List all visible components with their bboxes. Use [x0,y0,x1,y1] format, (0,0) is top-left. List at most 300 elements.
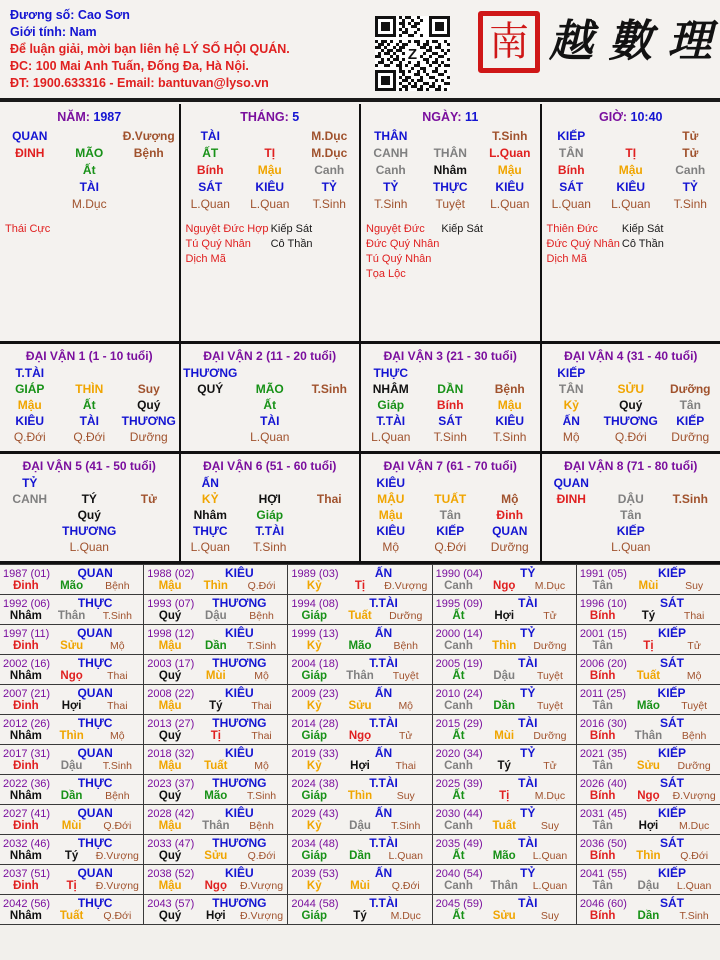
hidden-cell: Ất [82,398,96,412]
year-god-label: TỶ [520,626,536,640]
year-cell[interactable] [287,835,431,864]
year-branch: Thân [202,820,230,832]
gods-cell: TỶ [321,180,337,194]
year-god-label: THỰC [77,896,113,910]
year-label: 2028 (42) [147,808,195,820]
year-god-label: THỰC [77,776,113,790]
year-cell-body [580,760,717,772]
year-cell-header [436,626,573,640]
year-god-label: ẤN [374,566,393,580]
year-cell-header [147,866,284,880]
table-row [0,865,720,895]
year-cell[interactable] [576,595,720,624]
year-label: 2038 (52) [147,868,195,880]
year-cell[interactable] [287,865,431,894]
note-column [271,222,313,267]
year-cell[interactable] [576,775,720,804]
year-label: 2003 (17) [147,658,195,670]
year-stem: Ất [452,910,465,922]
main-cell: Thai [316,492,342,506]
stages-cell: Q.Đới [13,430,46,444]
year-label: 2006 (20) [579,658,627,670]
year-cell-header [291,746,428,760]
year-cell-header [436,836,573,850]
year-cell-header [3,866,140,880]
year-branch: Hợi [638,820,659,832]
note-item: Tú Quý Nhân [185,238,251,250]
year-cell[interactable] [143,685,287,714]
dai-van-cell[interactable] [359,454,540,561]
year-cell[interactable] [0,865,143,894]
year-cell-header [291,626,428,640]
gods-cell [119,179,179,196]
hidden-cell: Bính [196,163,224,177]
year-cell[interactable] [576,835,720,864]
year-stem: Mậu [158,580,182,592]
note-item: Tú Quý Nhân [366,253,432,265]
year-cell-body [147,670,284,682]
dai-van-hidden-row [0,397,179,413]
year-god-label: THƯƠNG [212,596,267,610]
year-stage: M.Dục [390,910,421,922]
year-branch: Tý [209,700,223,712]
year-label: 1990 (04) [435,568,483,580]
top-cell [240,128,300,145]
stages-cell [300,429,360,445]
dai-van-stages-row [181,429,360,445]
year-stage: Đ.Vượng [672,790,716,802]
year-cell-header [580,866,717,880]
main-cell: KỶ [201,492,219,506]
hidden-cell: Mậu [497,398,522,412]
stages-cell: L.Quan [190,540,230,554]
dai-van-title: ĐẠI VẬN 2 (11 - 20 tuổi) [203,349,337,363]
year-god-label: TỶ [520,566,536,580]
year-branch: Dần [349,850,371,862]
pillar-notes [542,222,720,267]
year-stem: Kỷ [306,640,322,652]
year-cell[interactable] [143,745,287,774]
year-stage: Bệnh [681,730,707,742]
year-branch: Thìn [636,850,661,862]
year-stem: Đinh [13,640,39,652]
year-cell[interactable] [143,865,287,894]
top-cell [60,128,120,145]
top-cell [480,365,540,381]
year-branch: Thân [57,610,86,622]
year-branch: Tý [353,910,367,922]
year-cell[interactable] [0,805,143,834]
year-cell[interactable] [432,565,576,594]
pillar-notes [181,222,360,267]
year-cell-header [580,626,717,640]
year-cell[interactable] [287,715,431,744]
year-cell[interactable] [432,595,576,624]
main-cell: QUÝ [197,382,224,396]
year-cell-header [3,776,140,790]
hidden-cell: Mậu [497,163,522,177]
year-cell[interactable] [0,745,143,774]
year-label: 2026 (40) [579,778,627,790]
year-cell[interactable] [287,895,431,924]
year-label: 2001 (15) [579,628,627,640]
year-stage: Mộ [254,670,269,682]
year-cell[interactable] [576,685,720,714]
year-cell[interactable] [576,865,720,894]
dai-van-hidden-row [0,507,179,523]
main-cell: TỊ [625,146,637,160]
year-stage: Đ.Vượng [239,880,284,892]
year-label: 1997 (11) [3,628,50,640]
year-cell[interactable] [0,835,143,864]
year-label: 2019 (33) [291,748,339,760]
year-label: 2030 (44) [435,808,483,820]
dai-van-section [0,344,720,564]
year-stage: L.Quan [676,880,712,892]
year-cell[interactable] [432,625,576,654]
year-label: 2041 (55) [579,868,627,880]
pillar-title [361,110,540,124]
year-cell-body [3,910,140,922]
top-cell: ẤN [201,476,219,490]
year-cell-body [291,640,428,652]
brand-logo [478,11,712,73]
year-stem: Canh [444,700,473,712]
dai-van-title: ĐẠI VẬN 4 (31 - 40 tuổi) [564,349,698,363]
stages-cell: M.Dục [71,197,107,211]
year-cell-header [291,566,428,580]
year-cell[interactable] [576,565,720,594]
year-cell-body [580,820,717,832]
year-cell[interactable] [576,805,720,834]
year-cell[interactable] [432,895,576,924]
dai-van-cell[interactable] [0,454,179,561]
dai-van-top-row [0,365,179,381]
pillar-hidden-row [361,162,540,179]
svg-text:Z: Z [407,45,418,63]
year-cell[interactable] [143,565,287,594]
note-item: Cô Thần [270,238,313,250]
year-cell-header [147,656,284,670]
year-label: 2007 (21) [3,688,51,700]
stages-cell [300,539,360,555]
year-cell[interactable] [0,775,143,804]
year-cell-header [147,716,284,730]
year-cell[interactable] [0,625,143,654]
top-cell: QUAN [553,476,589,490]
year-god-label: THỰC [77,656,113,670]
year-stage: Tử [543,610,557,622]
year-label: 2015 (29) [435,718,483,730]
top-cell: Tử [682,129,699,143]
year-cell-header [291,866,428,880]
stages-cell: Q.Đới [73,430,106,444]
stages-cell: Q.Đới [614,430,647,444]
table-row [0,835,720,865]
gods-cell [181,413,241,429]
year-cell[interactable] [576,745,720,774]
gods-cell [300,413,360,429]
year-stem: Ất [452,850,465,862]
year-god-label: TÀI [518,776,538,790]
gods-cell: KIÊU [616,180,646,194]
year-cell[interactable] [432,655,576,684]
year-god-label: KIÊU [225,746,254,760]
year-cell[interactable] [432,685,576,714]
year-cell[interactable] [143,625,287,654]
year-cell[interactable] [143,805,287,834]
year-branch: Sửu [636,760,660,772]
qr-code-icon[interactable] [375,16,450,91]
gods-cell: SÁT [438,414,463,428]
year-stage: Mộ [110,730,125,742]
dai-van-title: ĐẠI VẬN 8 (71 - 80 tuổi) [564,459,698,473]
dai-van-gods-row [542,523,720,539]
hidden-cell: Tân [679,398,701,412]
top-cell: THƯƠNG [183,366,238,380]
hidden-cell [0,507,60,523]
year-cell-body [291,850,428,862]
main-cell: Dưỡng [669,382,711,396]
gods-cell: KIẾP [676,414,705,428]
hidden-cell: Ất [263,398,277,412]
dai-van-stages-row [181,539,360,555]
table-row [0,685,720,715]
year-stage: Q.Đới [103,820,132,832]
year-cell-body [291,730,428,742]
hidden-cell: Giáp [256,508,284,522]
table-row [0,805,720,835]
year-cell[interactable] [432,865,576,894]
table-row [0,715,720,745]
stages-cell [181,429,241,445]
main-cell: MÃO [75,146,104,160]
dai-van-main-row [0,381,179,397]
main-cell: MẬU [377,492,405,506]
table-row [0,564,720,595]
year-god-label: T.TÀI [369,776,398,790]
dai-van-title: ĐẠI VẬN 3 (21 - 30 tuổi) [383,349,517,363]
year-cell[interactable] [576,895,720,924]
dai-van-cell[interactable] [359,344,540,451]
year-god-label: THỰC [77,836,113,850]
year-cell-header [291,596,428,610]
gods-cell: KIÊU [495,180,525,194]
year-stem: Nhâm [9,730,42,742]
year-label: 2023 (37) [147,778,195,790]
pillar-value: 10:40 [627,110,663,124]
note-item: Kiếp Sát [621,223,664,235]
year-cell[interactable] [287,565,431,594]
dai-van-cell[interactable] [540,454,720,561]
year-cell[interactable] [576,625,720,654]
main-cell: THÂN [433,146,467,160]
year-cell[interactable] [143,895,287,924]
year-cell-body [3,610,140,622]
gods-cell: TỶ [383,180,399,194]
year-stem: Đinh [13,760,39,772]
year-cell[interactable] [287,685,431,714]
pillar-hidden-row [0,162,179,179]
year-god-label: KIẾP [657,686,686,700]
year-stem: Mậu [158,880,182,892]
pillar-main-row [361,145,540,162]
year-stage: Bệnh [105,580,130,592]
year-cell[interactable] [432,745,576,774]
year-cell-body [580,730,717,742]
year-cell[interactable] [0,655,143,684]
top-cell: QUAN [12,129,48,143]
top-cell: Đ.Vượng [122,129,175,143]
year-cell[interactable] [0,685,143,714]
year-cell[interactable] [287,625,431,654]
year-branch: Dậu [349,820,371,832]
year-stem: Mậu [158,760,182,772]
year-label: 2034 (48) [291,838,339,850]
year-stage: Tuyệt [537,670,563,682]
hidden-cell [300,507,360,523]
top-cell: T.Sinh [492,129,528,143]
gods-cell: THƯƠNG [62,524,117,538]
year-cell-header [147,626,284,640]
year-cell[interactable] [143,715,287,744]
brand-name: 越 數 理 [549,16,712,67]
gods-cell: QUAN [492,524,528,538]
year-cell[interactable] [0,715,143,744]
year-stage: Dưỡng [677,760,711,772]
year-branch: Thân [490,880,518,892]
year-cell[interactable] [0,595,143,624]
note-item: Dịch Mã [185,253,226,265]
year-god-label: T.TÀI [369,836,398,850]
top-cell: THỰC [373,366,409,380]
top-cell: M.Dục [311,129,348,143]
stages-cell: Dưỡng [671,430,710,444]
dai-van-cell[interactable] [540,344,720,451]
year-cell-body [147,790,284,802]
stages-cell: T.Sinh [433,430,467,444]
year-cell-body [147,850,284,862]
year-god-label: KIẾP [657,626,686,640]
seal-icon: 南 [478,11,540,73]
gods-cell [661,523,720,539]
year-cell-body [147,730,284,742]
year-branch: Sửu [348,700,372,712]
year-cell-body [580,610,717,622]
dai-van-hidden-row [181,397,360,413]
year-cell[interactable] [287,655,431,684]
year-stage: Mộ [686,670,702,682]
year-cell[interactable] [287,745,431,774]
year-cell[interactable] [287,805,431,834]
header-divider [0,98,720,102]
stages-cell: L.Quan [250,197,290,211]
year-god-label: TỶ [520,686,536,700]
year-cell[interactable] [0,895,143,924]
year-branch: Dậu [637,880,660,892]
pillar-stages-row [181,196,360,213]
year-cell-header [3,656,140,670]
gods-cell: THƯƠNG [603,414,658,428]
dai-van-cell[interactable] [179,454,360,561]
year-cell[interactable] [287,775,431,804]
year-cell-header [291,806,428,820]
top-cell [119,365,179,381]
year-god-label: ẤN [374,626,393,640]
year-branch: Mùi [638,580,659,592]
year-cell[interactable] [143,775,287,804]
year-cell[interactable] [143,655,287,684]
year-cell-header [580,686,717,700]
year-branch: Tị [66,880,77,892]
year-label: 2027 (41) [3,808,51,820]
year-label: 1996 (10) [579,598,627,610]
gods-cell: THƯƠNG [121,414,176,428]
stages-cell: L.Quan [611,540,651,554]
year-cell[interactable] [432,805,576,834]
pillar-column [359,104,540,341]
year-cell[interactable] [143,835,287,864]
gods-cell: KIẾP [616,524,645,538]
year-cell[interactable] [432,835,576,864]
year-god-label: TỶ [520,806,536,820]
dai-van-cell[interactable] [0,344,179,451]
year-cell-header [147,686,284,700]
main-cell: TỊ [264,146,276,160]
year-cell[interactable] [576,655,720,684]
year-cell-header [436,596,573,610]
year-cell-body [580,640,717,652]
year-god-label: SÁT [659,896,684,910]
pillar-gods-row [0,179,179,196]
year-label: 2035 (49) [435,838,483,850]
year-cell[interactable] [0,565,143,594]
dai-van-cell[interactable] [179,344,360,451]
year-stem: Kỷ [306,820,322,832]
year-label: 2011 (25) [579,688,627,700]
year-cell[interactable] [143,595,287,624]
year-cell[interactable] [432,775,576,804]
top-cell: T.TÀI [15,366,45,380]
year-stage: Thai [683,610,705,622]
year-stem: Đinh [13,580,39,592]
year-stage: M.Dục [534,790,566,802]
year-branch: Tý [497,760,511,772]
year-stage: Đ.Vượng [239,910,284,922]
year-cell-header [3,596,140,610]
year-stage: Tuyệt [681,700,708,712]
year-label: 2008 (22) [147,688,195,700]
year-label: 2014 (28) [291,718,339,730]
year-cell[interactable] [576,715,720,744]
year-branch: Mão [204,790,228,802]
year-cell-body [436,580,573,592]
hidden-cell: Mậu [17,398,42,412]
year-cell[interactable] [287,595,431,624]
year-cell-header [580,716,717,730]
year-stage: Thai [107,700,128,712]
year-stage: M.Dục [678,820,710,832]
pillar-top-row [181,128,360,145]
year-cell-header [436,656,573,670]
pillar-column [179,104,360,341]
dai-van-top-row [181,475,360,491]
year-cell-body [291,820,428,832]
year-god-label: THƯƠNG [212,656,267,670]
year-cell[interactable] [432,715,576,744]
dai-van-top-row [361,365,540,381]
note-column [547,222,620,267]
